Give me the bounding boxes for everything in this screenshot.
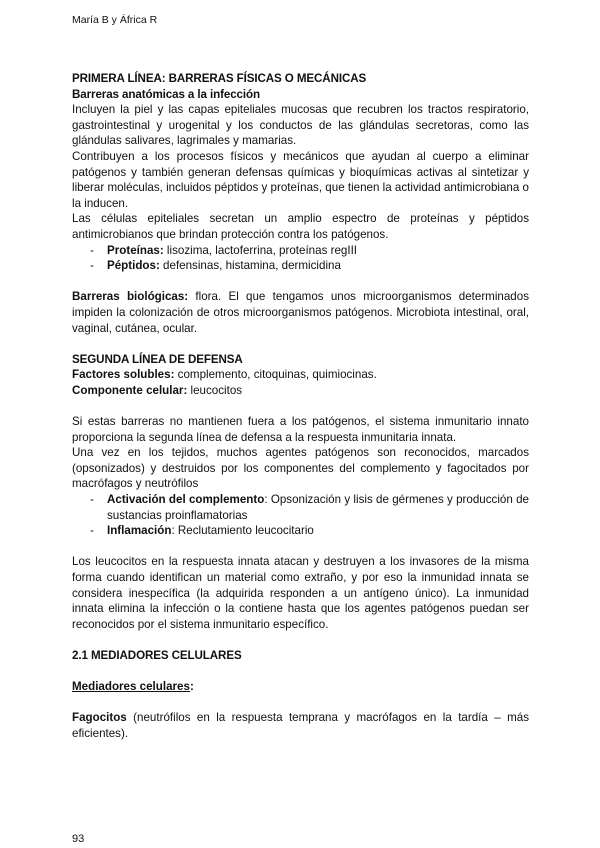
cellular-component-desc: leucocitos bbox=[187, 383, 243, 397]
soluble-factors-desc: complemento, citoquinas, quimiocinas. bbox=[174, 368, 377, 382]
soluble-factors-line bbox=[72, 367, 529, 383]
biological-barriers-term: Barreras biológicas: bbox=[72, 290, 189, 304]
list-item-desc: : Reclutamiento leucocitario bbox=[171, 524, 314, 538]
list-item-desc: : Opsonización y lisis de gérmenes y producción de sustancias proinflamatorias bbox=[107, 493, 529, 522]
section1-paragraph-3: Las células epiteliales secretan un amplio espectro de proteínas y péptidos antimicrobianos que brindan protección contra los patógenos. bbox=[72, 212, 529, 241]
cellular-mediators-subheading bbox=[72, 679, 529, 695]
soluble-factors-term: Factores solubles: bbox=[72, 368, 175, 382]
section2-paragraph-2: Una vez en los tejidos, muchos agentes patógenos son reconocidos, marcados (opsonizados) y destruidos por los componentes del complemento y fagocitados por macrófagos y neutrófilos bbox=[72, 446, 529, 491]
section2-list bbox=[72, 492, 529, 539]
page-number: 93 bbox=[72, 833, 85, 845]
cellular-component-line bbox=[72, 383, 529, 399]
section1-title: PRIMERA LÍNEA: BARRERAS FÍSICAS O MECÁNICAS bbox=[72, 72, 367, 85]
list-item-desc: lisozima, lactoferrina, proteínas regIII bbox=[163, 243, 358, 257]
section2-paragraph-3: Los leucocitos en la respuesta innata atacan y destruyen a los invasores de la misma forma cuando identifican un material como extraño, y por eso la inmunidad innata se considera inespecífica (la adquirida responden a un antígeno único). La inmunidad innata elimina la infección o la contiene hasta que los agentes patógenos puedan ser reconocidos por el sistema inmunitario específico. bbox=[72, 555, 529, 631]
biological-barriers-paragraph bbox=[72, 289, 529, 336]
phagocytes-paragraph bbox=[72, 710, 529, 741]
section1-paragraph-1: Incluyen la piel y las capas epiteliales mucosas que recubren los tractos respiratorio, gastrointestinal y urogenital y los conductos de las glándulas secretoras, como las glándulas salivares, lagrimales y mamarias. bbox=[72, 103, 529, 148]
cellular-component-term: Componente celular: bbox=[72, 383, 188, 397]
section1-paragraph-2: Contribuyen a los procesos físicos y mecánicos que ayudan al cuerpo a eliminar patógenos y también generan defensas químicas y bioquímicas activas al sintetizar y liberar moléculas, incluidos péptidos y proteínas, que tienen la actividad antimicrobiana o la inducen. bbox=[72, 149, 529, 210]
list-item bbox=[90, 258, 529, 274]
list-item bbox=[90, 492, 529, 523]
section2-title: SEGUNDA LÍNEA DE DEFENSA bbox=[72, 352, 243, 366]
list-item bbox=[90, 523, 529, 539]
section1-list bbox=[72, 243, 529, 274]
list-item-term: Inflamación bbox=[107, 524, 172, 538]
cellular-mediators-colon: : bbox=[189, 680, 194, 694]
page-header-author: María B y África R bbox=[72, 14, 158, 26]
phagocytes-desc: (neutrófilos en la respuesta temprana y macrófagos en la tardía – más eficientes). bbox=[72, 711, 529, 740]
list-item bbox=[90, 243, 529, 259]
phagocytes-term: Fagocitos bbox=[72, 711, 127, 725]
biological-barriers-desc: flora. El que tengamos unos microorganismos determinados impiden la colonización de otros microorganismos patógenos. Microbiota intestinal, oral, vaginal, cutánea, ocular. bbox=[72, 290, 530, 335]
cellular-mediators-label: Mediadores celulares bbox=[72, 680, 190, 694]
section1-subtitle: Barreras anatómicas a la infección bbox=[72, 87, 260, 101]
section2-paragraph-1: Si estas barreras no mantienen fuera a los patógenos, el sistema inmunitario innato proporciona la segunda línea de defensa a la respuesta inmunitaria innata. bbox=[72, 415, 529, 444]
section3-title: 2.1 MEDIADORES CELULARES bbox=[72, 648, 242, 662]
list-item-term: Proteínas: bbox=[107, 243, 164, 257]
list-item-desc: defensinas, histamina, dermicidina bbox=[159, 259, 341, 273]
list-item-term: Activación del complemento bbox=[107, 493, 265, 507]
list-item-term: Péptidos: bbox=[107, 259, 160, 273]
page-content bbox=[72, 71, 529, 742]
